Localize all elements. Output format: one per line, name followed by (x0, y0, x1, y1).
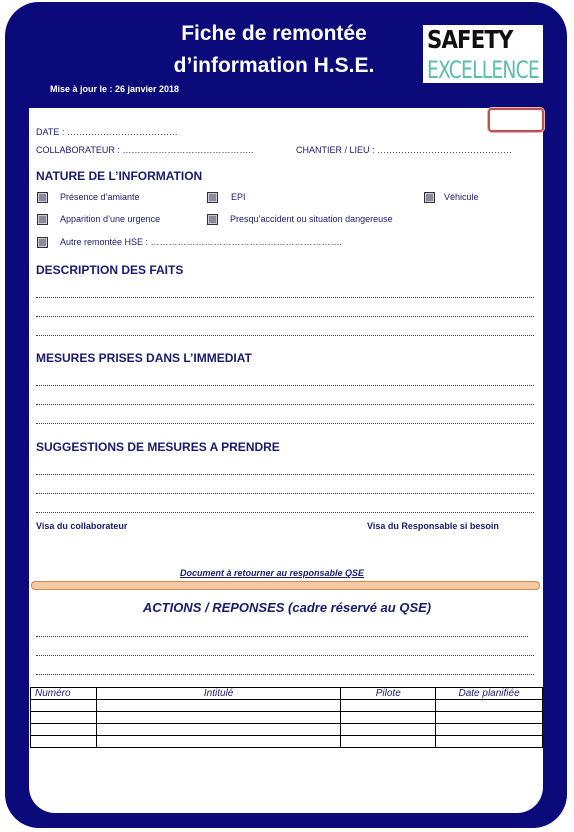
table-cell[interactable] (341, 712, 436, 724)
table-row[interactable] (31, 736, 543, 748)
logo-line-2: EXCELLENCE (427, 56, 539, 84)
table-cell[interactable] (31, 700, 97, 712)
mesures-line[interactable] (36, 423, 534, 424)
table-cell[interactable] (96, 724, 340, 736)
option-urgence: Apparition d’une urgence (60, 214, 161, 224)
suggestions-line[interactable] (36, 474, 534, 475)
nature-title: NATURE DE L’INFORMATION (36, 169, 203, 183)
collaborateur-field[interactable]: COLLABORATEUR : …………………………………….. (36, 145, 254, 155)
table-header-row (31, 688, 543, 700)
actions-line[interactable] (36, 636, 528, 637)
checkbox-vehicule[interactable] (424, 192, 435, 203)
visa-collaborateur: Visa du collaborateur (36, 521, 128, 531)
table-cell[interactable] (31, 712, 97, 724)
return-note: Document à retourner au responsable QSE (180, 568, 365, 578)
section-separator (31, 581, 540, 590)
table-cell[interactable] (436, 736, 543, 748)
table-cell[interactable] (96, 700, 340, 712)
title-line-1: Fiche de remontée (181, 22, 367, 45)
logo-line-1: SAFETY (427, 25, 513, 54)
mesures-line[interactable] (36, 404, 534, 405)
column-header-pilote: Pilote (341, 688, 436, 700)
description-title: DESCRIPTION DES FAITS (36, 263, 184, 277)
table-cell[interactable] (341, 724, 436, 736)
description-line[interactable] (36, 316, 534, 317)
table-row[interactable] (31, 700, 543, 712)
table-cell[interactable] (341, 700, 436, 712)
column-header-date: Date planifiée (436, 688, 543, 700)
visa-responsable: Visa du Responsable si besoin (367, 521, 499, 531)
actions-line[interactable] (36, 655, 534, 656)
reference-box[interactable] (488, 108, 544, 132)
option-vehicule: Véhicule (444, 192, 479, 202)
checkbox-amiante[interactable] (37, 192, 48, 203)
option-autre[interactable]: Autre remontée HSE : ………………………………………………………. (60, 237, 343, 247)
table-cell[interactable] (31, 724, 97, 736)
table-row[interactable] (31, 724, 543, 736)
actions-table (30, 687, 543, 748)
form-title (140, 18, 408, 82)
actions-title: ACTIONS / REPONSES (cadre réservé au QSE) (142, 600, 432, 615)
description-line[interactable] (36, 335, 534, 336)
table-cell[interactable] (96, 736, 340, 748)
column-header-numero: Numéro (31, 688, 97, 700)
suggestions-title: SUGGESTIONS DE MESURES A PRENDRE (36, 440, 280, 454)
option-presqu-accident: Presqu’accident ou situation dangereuse (230, 214, 393, 224)
title-line-2: d’information H.S.E. (173, 54, 375, 77)
checkbox-epi[interactable] (207, 192, 218, 203)
chantier-field[interactable]: CHANTIER / LIEU : ……………………………………… (296, 145, 513, 155)
checkbox-presqu-accident[interactable] (207, 214, 218, 225)
actions-line[interactable] (36, 674, 534, 675)
checkbox-urgence[interactable] (37, 214, 48, 225)
suggestions-line[interactable] (36, 512, 534, 513)
table-cell[interactable] (341, 736, 436, 748)
mesures-title: MESURES PRISES DANS L’IMMEDIAT (36, 351, 252, 365)
description-line[interactable] (36, 297, 534, 298)
table-cell[interactable] (436, 712, 543, 724)
checkbox-autre[interactable] (37, 237, 48, 248)
column-header-intitule: Intitulé (96, 688, 340, 700)
update-date: Mise à jour le : 26 janvier 2018 (50, 84, 180, 94)
option-epi: EPI (231, 192, 246, 202)
mesures-line[interactable] (36, 385, 534, 386)
table-cell[interactable] (436, 700, 543, 712)
table-cell[interactable] (31, 736, 97, 748)
date-field[interactable]: DATE : ………………………………. (36, 127, 178, 137)
table-cell[interactable] (96, 712, 340, 724)
suggestions-line[interactable] (36, 493, 534, 494)
table-row[interactable] (31, 712, 543, 724)
safety-excellence-logo (423, 25, 543, 83)
table-cell[interactable] (436, 724, 543, 736)
option-amiante: Présence d’amiante (60, 192, 140, 202)
